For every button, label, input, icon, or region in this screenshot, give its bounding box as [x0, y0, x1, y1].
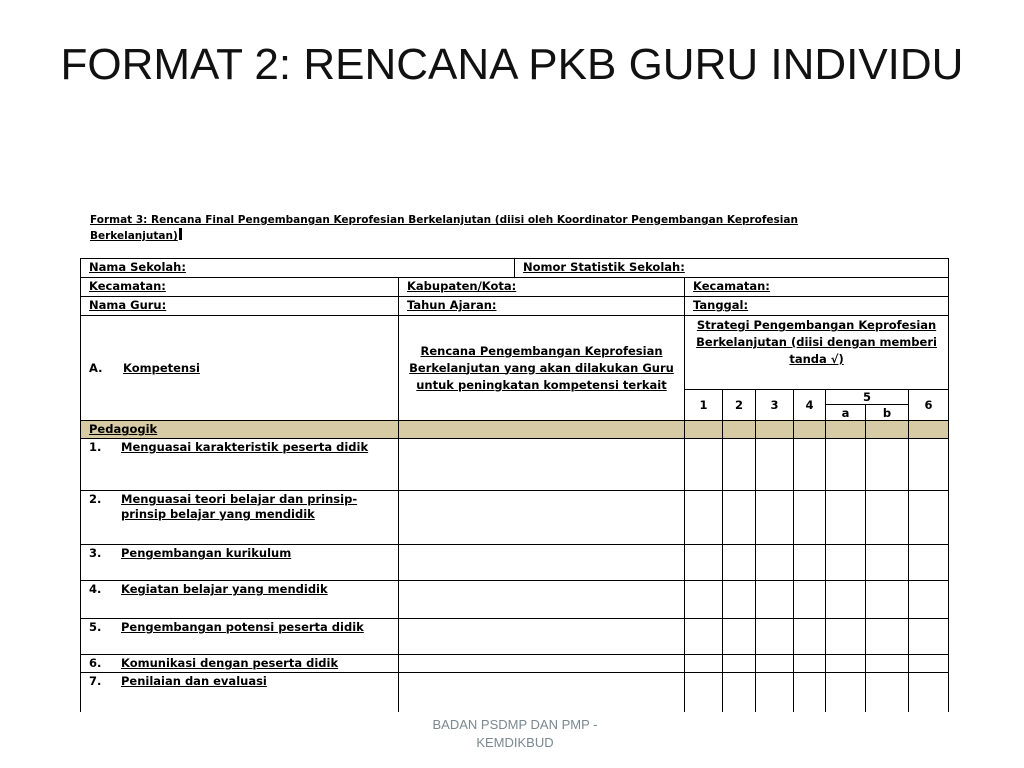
check-cell: [794, 655, 826, 673]
check-cell: [909, 439, 949, 491]
section-cell: [794, 421, 826, 439]
field-kabupaten-kota: [399, 278, 685, 297]
header-col-6: 6: [909, 390, 949, 421]
header-col-2: 2: [723, 390, 756, 421]
item-text: Pengembangan kurikulum: [121, 546, 292, 560]
check-cell: [866, 491, 909, 545]
plan-cell: [399, 655, 685, 673]
check-cell: [685, 545, 723, 581]
field-nama-sekolah: [81, 259, 515, 278]
check-cell: [723, 491, 756, 545]
label-kecamatan-1: Kecamatan:: [89, 279, 166, 293]
table-row: [81, 545, 949, 581]
plan-cell: [399, 673, 685, 713]
check-cell: [756, 545, 794, 581]
plan-cell: [399, 581, 685, 619]
section-cell: [909, 421, 949, 439]
label-tahun-ajaran: Tahun Ajaran:: [407, 298, 497, 312]
competency-item: [81, 545, 399, 581]
check-cell: [756, 673, 794, 713]
check-cell: [909, 581, 949, 619]
plan-cell: [399, 491, 685, 545]
check-cell: [723, 439, 756, 491]
section-cell: [826, 421, 866, 439]
section-label: Pedagogik: [89, 422, 158, 436]
label-nama-sekolah: Nama Sekolah:: [89, 260, 186, 274]
field-kecamatan-2: [685, 278, 949, 297]
item-text: Komunikasi dengan peserta didik: [121, 656, 339, 670]
check-cell: [826, 673, 866, 713]
section-pedagogik: [81, 421, 399, 439]
header-strategi: [685, 316, 949, 390]
pkb-form-table: [80, 258, 949, 712]
table-row: [81, 655, 949, 673]
document-heading: [90, 212, 850, 248]
check-cell: [685, 439, 723, 491]
check-cell: [826, 439, 866, 491]
check-cell: [794, 581, 826, 619]
item-text: Menguasai karakteristik peserta didik: [121, 440, 369, 454]
check-cell: [909, 673, 949, 713]
table-row: [81, 439, 949, 491]
check-cell: [756, 491, 794, 545]
check-cell: [866, 673, 909, 713]
competency-item: [81, 619, 399, 655]
check-cell: [909, 655, 949, 673]
field-kecamatan-1: [81, 278, 399, 297]
check-cell: [794, 619, 826, 655]
check-cell: [723, 619, 756, 655]
check-cell: [909, 491, 949, 545]
check-cell: [723, 655, 756, 673]
label-nomor-statistik: Nomor Statistik Sekolah:: [523, 260, 685, 274]
check-cell: [756, 655, 794, 673]
label-kecamatan-2: Kecamatan:: [693, 279, 770, 293]
item-text: Penilaian dan evaluasi: [121, 674, 267, 688]
check-cell: [826, 545, 866, 581]
check-cell: [756, 581, 794, 619]
section-cell: [866, 421, 909, 439]
check-cell: [723, 581, 756, 619]
text-cursor: [179, 228, 182, 240]
item-number: 6.: [89, 656, 102, 670]
section-cell: [756, 421, 794, 439]
header-col-4: 4: [794, 390, 826, 421]
table-row: [81, 581, 949, 619]
item-number: 5.: [89, 620, 102, 634]
check-cell: [685, 673, 723, 713]
slide-title: FORMAT 2: RENCANA PKB GURU INDIVIDU: [60, 40, 964, 89]
document-heading-text: Format 3: Rencana Final Pengembangan Keprofesian Berkelanjutan (diisi oleh Koordinator Pengembangan Keprofesian Berkelanjutan): [90, 214, 798, 242]
field-nomor-statistik: [515, 259, 949, 278]
field-nama-guru: [81, 297, 399, 316]
field-tanggal: [685, 297, 949, 316]
section-cell: [399, 421, 685, 439]
check-cell: [794, 673, 826, 713]
check-cell: [794, 439, 826, 491]
check-cell: [685, 491, 723, 545]
slide-footer: BADAN PSDMP DAN PMP - KEMDIKBUD: [432, 717, 598, 750]
header-kompetensi: [81, 316, 399, 421]
item-number: 1.: [89, 440, 102, 454]
check-cell: [685, 581, 723, 619]
check-cell: [794, 491, 826, 545]
check-cell: [756, 619, 794, 655]
competency-item: [81, 581, 399, 619]
check-cell: [826, 491, 866, 545]
header-competency-letter: A.: [89, 361, 103, 375]
check-cell: [723, 673, 756, 713]
check-cell: [685, 655, 723, 673]
label-tanggal: Tanggal:: [693, 298, 749, 312]
document-image: [80, 212, 950, 712]
table-row: [81, 491, 949, 545]
field-tahun-ajaran: [399, 297, 685, 316]
check-cell: [723, 545, 756, 581]
item-text: Kegiatan belajar yang mendidik: [121, 582, 328, 596]
table-row: [81, 673, 949, 713]
check-cell: [866, 439, 909, 491]
check-cell: [794, 545, 826, 581]
plan-cell: [399, 545, 685, 581]
check-cell: [866, 655, 909, 673]
header-col-1: 1: [685, 390, 723, 421]
label-nama-guru: Nama Guru:: [89, 298, 167, 312]
header-col-5: 5: [826, 390, 909, 405]
header-plan-text: Rencana Pengembangan Keprofesian Berkelanjutan yang akan dilakukan Guru untuk peningkatan kompetensi terkait: [409, 343, 674, 392]
competency-item: [81, 491, 399, 545]
check-cell: [866, 545, 909, 581]
item-number: 4.: [89, 582, 102, 596]
header-competency-label: Kompetensi: [123, 361, 200, 375]
plan-cell: [399, 619, 685, 655]
check-cell: [866, 581, 909, 619]
competency-item: [81, 439, 399, 491]
item-number: 3.: [89, 546, 102, 560]
check-cell: [756, 439, 794, 491]
check-cell: [909, 619, 949, 655]
check-cell: [826, 619, 866, 655]
header-col-5b: b: [866, 405, 909, 421]
item-number: 7.: [89, 674, 102, 688]
section-cell: [685, 421, 723, 439]
header-strategy-text: Strategi Pengembangan Keprofesian Berkelanjutan (diisi dengan memberi tanda √): [696, 318, 937, 366]
check-cell: [826, 655, 866, 673]
check-cell: [909, 545, 949, 581]
plan-cell: [399, 439, 685, 491]
competency-item: [81, 655, 399, 673]
table-row: [81, 619, 949, 655]
label-kabupaten-kota: Kabupaten/Kota:: [407, 279, 517, 293]
item-text: Menguasai teori belajar dan prinsip-prinsip belajar yang mendidik: [121, 492, 358, 521]
competency-item: [81, 673, 399, 713]
check-cell: [685, 619, 723, 655]
section-cell: [723, 421, 756, 439]
header-col-5a: a: [826, 405, 866, 421]
item-number: 2.: [89, 492, 102, 506]
item-text: Pengembangan potensi peserta didik: [121, 620, 364, 634]
header-rencana: [399, 316, 685, 421]
check-cell: [866, 619, 909, 655]
header-col-3: 3: [756, 390, 794, 421]
check-cell: [826, 581, 866, 619]
